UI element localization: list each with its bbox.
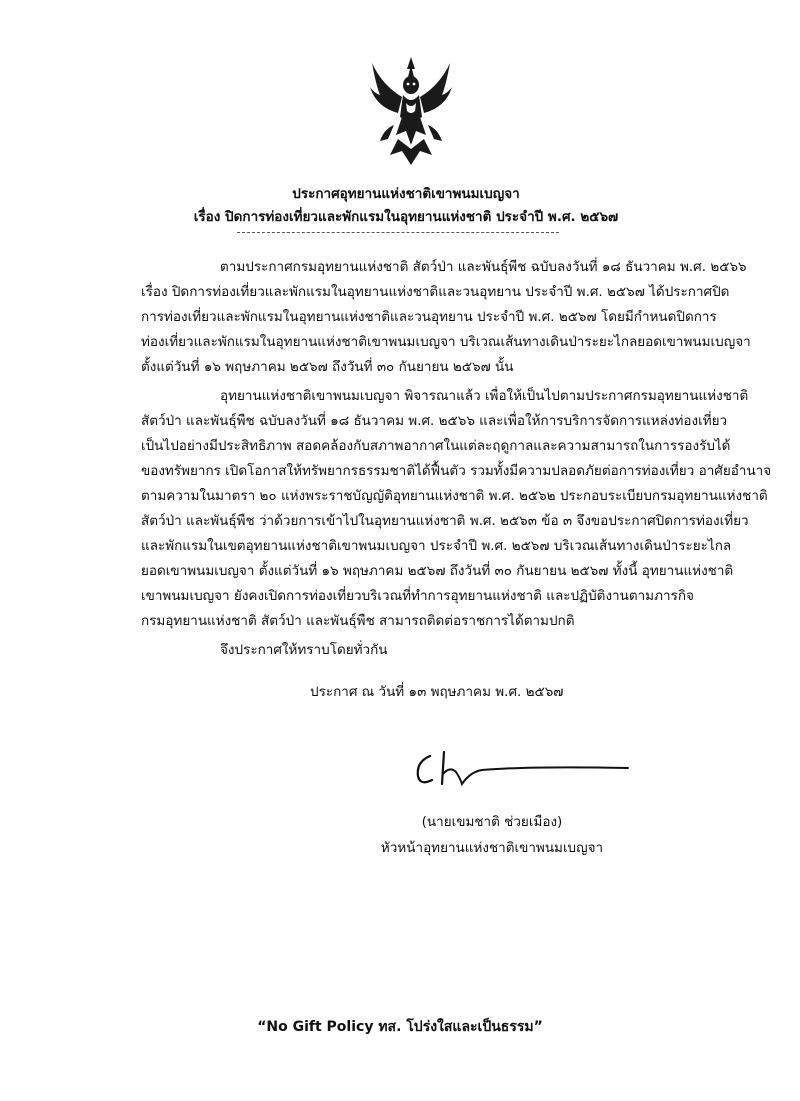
closing-statement: จึงประกาศให้ทราบโดยทั่วกัน — [220, 642, 388, 658]
no-gift-policy-footer: “No Gift Policy ทส. โปร่งใสและเป็นธรรม” — [257, 1019, 543, 1035]
announcement-date: ประกาศ ณ วันที่ ๑๓ พฤษภาคม พ.ศ. ๒๕๖๗ — [310, 684, 564, 700]
paragraph-line: เรื่อง ปิดการท่องเที่ยวและพักแรมในอุทยานแห่งชาติและวนอุทยาน ประจำปี พ.ศ. ๒๕๖๗ ได้ประกาศปิด — [141, 284, 730, 300]
paragraph-line: สัตว์ป่า และพันธุ์พืช ฉบับลงวันที่ ๑๘ ธันวาคม พ.ศ. ๒๕๖๖ และเพื่อให้การบริการจัดการแหล่งท่องเที่ยว — [141, 413, 728, 429]
paragraph-line: ของทรัพยากร เปิดโอกาสให้ทรัพยากรธรรมชาติได้ฟื้นตัว รวมทั้งมีความปลอดภัยต่อการท่องเที่ยว อาศัยอำนาจ — [141, 463, 772, 479]
paragraph-line: กรมอุทยานแห่งชาติ สัตว์ป่า และพันธุ์พืช สามารถติดต่อราชการได้ตามปกติ — [141, 613, 575, 629]
announcement-title: ประกาศอุทยานแห่งชาติเขาพนมเบญจา — [292, 186, 520, 202]
paragraph-line: การท่องเที่ยวและพักแรมในอุทยานแห่งชาติและวนอุทยาน ประจำปี พ.ศ. ๒๕๖๗ โดยมีกำหนดปิดการ — [141, 309, 717, 325]
title-divider — [237, 232, 559, 233]
signer-name: (นายเขมชาติ ช่วยเมือง) — [421, 814, 563, 830]
paragraph-line: เขาพนมเบญจา ยังคงเปิดการท่องเที่ยวบริเวณที่ทำการอุทยานแห่งชาติ และปฏิบัติงานตามภารกิจ — [141, 588, 694, 604]
paragraph-line: ตามความในมาตรา ๒๐ แห่งพระราชบัญญัติอุทยานแห่งชาติ พ.ศ. ๒๕๖๒ ประกอบระเบียบกรมอุทยานแห่งชาติ — [141, 488, 768, 504]
paragraph-line: เป็นไปอย่างมีประสิทธิภาพ สอดคล้องกับสภาพอากาศในแต่ละฤดูกาลและความสามารถในการรองรับได้ — [141, 438, 731, 454]
paragraph-line: สัตว์ป่า และพันธุ์พืช ว่าด้วยการเข้าไปในอุทยานแห่งชาติ พ.ศ. ๒๕๖๓ ข้อ ๓ จึงขอประกาศปิดการท่องเที่ยว — [141, 513, 749, 529]
announcement-subject: เรื่อง ปิดการท่องเที่ยวและพักแรมในอุทยานแห่งชาติ ประจำปี พ.ศ. ๒๕๖๗ — [193, 209, 619, 225]
handwritten-signature — [410, 742, 632, 798]
paragraph-line: อุทยานแห่งชาติเขาพนมเบญจา พิจารณาแล้ว เพื่อให้เป็นไปตามประกาศกรมอุทยานแห่งชาติ — [220, 388, 749, 404]
signer-position: หัวหน้าอุทยานแห่งชาติเขาพนมเบญจา — [380, 840, 604, 856]
paragraph-line: ตามประกาศกรมอุทยานแห่งชาติ สัตว์ป่า และพันธุ์พืช ฉบับลงวันที่ ๑๘ ธันวาคม พ.ศ. ๒๕๖๖ — [220, 259, 747, 275]
paragraph-line: ท่องเที่ยวและพักแรมในอุทยานแห่งชาติเขาพนมเบญจา บริเวณเส้นทางเดินป่าระยะไกลยอดเขาพนมเบญจา — [141, 334, 751, 350]
paragraph-line: ตั้งแต่วันที่ ๑๖ พฤษภาคม ๒๕๖๗ ถึงวันที่ ๓๐ กันยายน ๒๕๖๗ นั้น — [141, 359, 514, 375]
paragraph-line: ยอดเขาพนมเบญจา ตั้งแต่วันที่ ๑๖ พฤษภาคม ๒๕๖๗ ถึงวันที่ ๓๐ กันยายน ๒๕๖๗ ทั้งนี้ อุทยานแห่งชาติ — [141, 563, 734, 579]
garuda-emblem-icon — [368, 55, 454, 171]
paragraph-line: และพักแรมในเขตอุทยานแห่งชาติเขาพนมเบญจา ประจำปี พ.ศ. ๒๕๖๗ บริเวณเส้นทางเดินป่าระยะไกล — [141, 538, 732, 554]
